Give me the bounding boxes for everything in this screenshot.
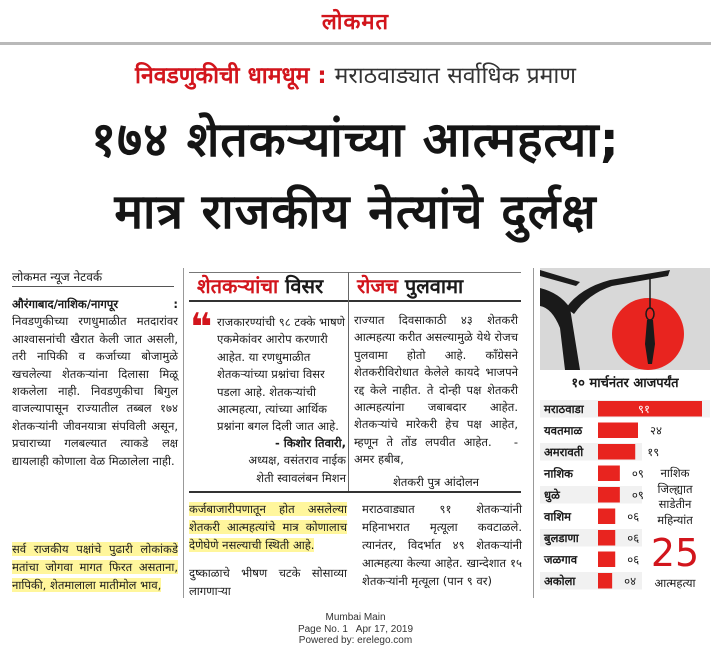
chart-bar	[598, 573, 612, 589]
column-rule-2	[533, 268, 534, 598]
chart-category-label: बुलडाणा	[544, 531, 579, 545]
box-left-heading-red: शेतकऱ्यांचा	[197, 274, 279, 298]
box-right-heading-black: पुलवामा	[404, 274, 464, 298]
dateline: औरंगाबाद/नाशिक/नागपूर :	[12, 297, 178, 311]
left-column	[12, 296, 178, 470]
middle-highlight-text: कर्जबाजारीपणातून होत असलेल्या शेतकरी आत्महत्यांचे मात्र कोणालाच देणेघेणे नसल्याची स्थिती आहे.	[189, 502, 347, 552]
chart-bar	[598, 509, 615, 525]
chart-bar	[598, 423, 638, 439]
box-left-sig-title-1: अध्यक्ष, वसंतराव नाईक	[248, 453, 346, 468]
box-bottom-rule	[189, 491, 521, 493]
chart-bar	[598, 401, 702, 417]
left-highlight	[12, 540, 178, 594]
chart-value-label: २४	[650, 423, 662, 438]
box-right-sig-title: शेतकरी पुत्र आंदोलन	[392, 475, 480, 489]
right-column-text: मराठवाड्यात ९१ शेतकऱ्यांनी महिनाभरात मृत्यूला कवटाळले. त्यानंतर, विदर्भात ४९ शेतकऱ्यांनी आत्महत्या केल्या आहेत. खान्देशात १५ शेतकऱ्यांनी मृत्यूला (पान ९ वर)	[362, 502, 522, 588]
chart-bar	[598, 487, 620, 503]
box-right-heading	[349, 272, 521, 300]
chart-bar	[598, 466, 620, 482]
box-left-quote: राजकारण्यांची ९८ टक्के भाषणे एकमेकांवर आरोप करणारी आहेत. या रणधुमाळीत शेतकऱ्यांच्या प्रश्नांचा विसर पडला आहे. शेतकऱ्यांची आत्महत्या, त्यांच्या आर्थिक प्रश्नांना बगल दिली जात आहे.	[217, 315, 345, 434]
chart-category-label: अकोला	[544, 574, 576, 588]
masthead-logo: लोकमत	[321, 9, 390, 35]
chart-value-label: ०६	[627, 552, 640, 567]
chart-category-label: धुळे	[544, 488, 560, 502]
byline: लोकमत न्यूज नेटवर्क	[12, 270, 103, 284]
chart-category-label: यवतमाळ	[544, 423, 583, 438]
chart-side-unit: आत्महत्या	[654, 576, 696, 590]
box-right-heading-red: रोजच	[357, 274, 398, 298]
chart-category-label: अमरावती	[544, 445, 584, 459]
footer-page: Page No. 1	[297, 623, 348, 635]
kicker-text: मराठवाड्यात सर्वाधिक प्रमाण	[334, 63, 577, 89]
chart-side-value: 25	[650, 531, 700, 575]
box-divider	[348, 272, 349, 492]
byline-rule	[12, 286, 174, 287]
chart-category-label: मराठवाडा	[544, 402, 584, 416]
chart-value-label: ०४	[624, 574, 637, 588]
noose-illustration	[540, 268, 710, 370]
chart-side-label: नाशिक जिल्ह्यात साडेतीन महिन्यांत	[657, 466, 693, 527]
footer-date: Apr 17, 2019	[355, 623, 414, 635]
left-column-body: निवडणुकीच्या रणधुमाळीत मतदारांवर आश्वासनांची खैरात केली जात असली, तरी नापिकी व कर्जाच्या बोजामुळे खचलेल्या शेतकऱ्यांना दिलासा मिळू शकलेला नाही. निवडणुकीचा बिगुल वाजल्यापासून राज्यातील तब्बल १७४ शेतकऱ्यांनी जीवनयात्रा संपविली असून, प्रचाराच्या गलबल्यात त्याकडे लक्ष द्यायलाही कोणाला वेळ मिळालेला नाही.	[12, 314, 178, 468]
chart-value-label: १९	[647, 445, 660, 459]
chart-category-label: जळगाव	[544, 552, 578, 567]
chart-value-label: ०६	[627, 509, 640, 524]
footer-page-date	[0, 624, 711, 636]
quote-icon: ❝	[190, 305, 213, 349]
kicker-label: निवडणुकीची धामधूम :	[134, 63, 327, 89]
footer-edition: Mumbai Main	[325, 612, 386, 623]
box-right-body: राज्यात दिवसाकाठी ४३ शेतकरी आत्महत्या करीत असल्यामुळे येथे रोजच पुलवामा होतो आहे. काँग्रेसने शेतकरीविरोधात केलेले कायदे भाजपने रद्द केले नाहीत. ते दोन्ही पक्ष शेतकरी आत्महत्यांना जबाबदार आहेत. शेतकऱ्यांचे मारेकरी हेच पक्ष आहेत, म्हणून ते तोंड लपवीत आहेत.	[354, 313, 518, 449]
chart-value-label: ९१	[638, 402, 650, 416]
middle-text: दुष्काळाचे भीषण चटके सोसाव्या लागणाऱ्या	[189, 566, 347, 598]
box-right-sig-name: - अमर हबीब,	[354, 434, 518, 467]
box-left-signature	[196, 435, 346, 487]
box-right-text	[354, 312, 518, 469]
footer	[0, 612, 711, 647]
box-left-sig-name: - किशोर तिवारी,	[274, 436, 346, 450]
chart-category-label: वाशिम	[544, 509, 572, 524]
chart-value-label: ०६	[627, 531, 640, 545]
chart-bar	[598, 552, 615, 568]
box-left-heading-black: विसर	[285, 274, 324, 298]
chart-value-label: ०९	[631, 488, 644, 502]
box-left-sig-title-2: शेती स्वावलंबन मिशन	[256, 470, 346, 485]
chart-bar	[598, 530, 615, 546]
footer-powered: Powered by: erelego.com	[298, 635, 413, 646]
middle-highlight	[189, 500, 347, 554]
left-highlight-text: सर्व राजकीय पक्षांचे पुढारी लोकांकडे मतांचा जोगवा मागत फिरत असताना, नापिकी, शेतमालाला मातीमोल भाव,	[12, 542, 178, 592]
column-rule	[183, 268, 184, 598]
chart-title: १० मार्चनंतर आजपर्यंत	[571, 376, 679, 391]
chart-value-label: ०९	[631, 466, 644, 481]
chart-bar	[598, 444, 635, 460]
kicker	[0, 58, 711, 90]
box-heading-rule	[189, 300, 521, 302]
masthead-rule	[0, 42, 711, 45]
chart-category-label: नाशिक	[544, 466, 573, 481]
box-left-heading	[189, 272, 347, 300]
headline-line-1: १७४ शेतकऱ्यांच्या आत्महत्या;	[91, 112, 620, 168]
headline-line-2: मात्र राजकीय नेत्यांचे दुर्लक्ष	[114, 184, 597, 240]
